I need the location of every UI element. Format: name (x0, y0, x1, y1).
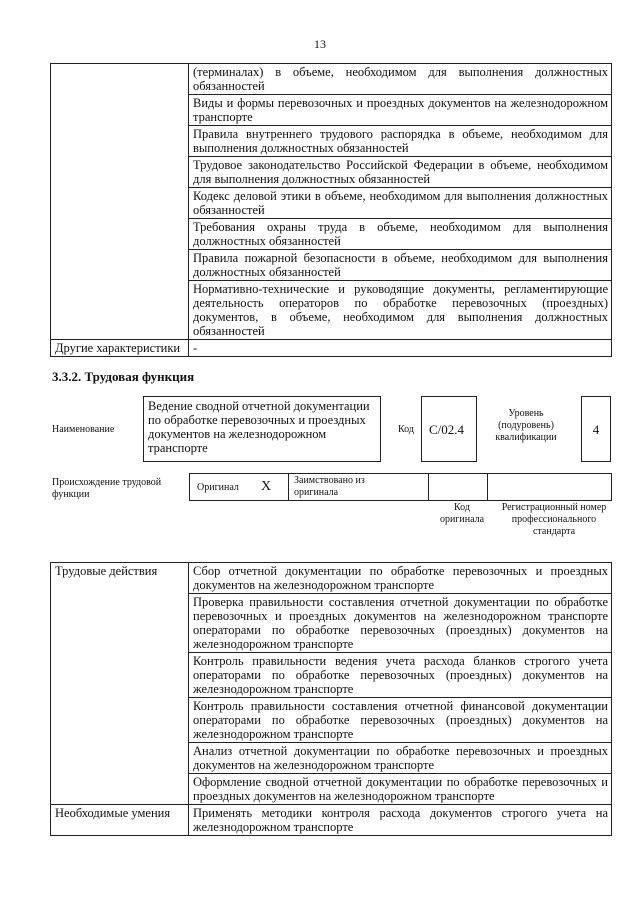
labor-action: Анализ отчетной документации по обработке перевозочных и проездных документов на железнодорожном транспорте (189, 743, 612, 774)
knowledge-item: Трудовое законодательство Российской Федерации в объеме, необходимом для выполнения должностных обязанностей (189, 157, 612, 188)
function-name-label: Наименование (52, 424, 115, 435)
function-name-value: Ведение сводной отчетной документации по обработке перевозочных и проездных документов на железнодорожном транспорте (143, 396, 381, 462)
required-skill: Применять методики контроля расхода документов строгого учета на железнодорожном транспорте (189, 805, 612, 836)
table-row (51, 340, 612, 357)
labor-action: Оформление сводной отчетной документации по обработке перевозочных и проездных документов на железнодорожном транспорте (189, 774, 612, 805)
other-characteristics-label: Другие характеристики (51, 340, 189, 357)
knowledge-item: Нормативно-технические и руководящие документы, регламентирующие деятельность операторов по обработке перевозочных (проездных) документов, в объеме, необходимом для выполнения должностных обязанностей (189, 281, 612, 340)
origin-label: Происхождение трудовой функции (52, 477, 162, 500)
code-original-cell (428, 473, 488, 501)
reg-number-cell (487, 473, 612, 501)
labor-actions-label: Трудовые действия (51, 563, 189, 805)
knowledge-item: Кодекс деловой этики в объеме, необходимом для выполнения должностных обязанностей (189, 188, 612, 219)
borrowed-label: Заимствовано из оригинала (294, 475, 365, 498)
knowledge-item: Правила внутреннего трудового распорядка в объеме, необходимом для выполнения должностных обязанностей (189, 126, 612, 157)
knowledge-item: (терминалах) в объеме, необходимом для выполнения должностных обязанностей (189, 64, 612, 95)
table-row (51, 563, 612, 594)
code-value: C/02.4 (421, 396, 477, 462)
other-characteristics-value: - (189, 340, 612, 357)
table-row (51, 805, 612, 836)
knowledge-item: Требования охраны труда в объеме, необходимом для выполнения должностных обязанностей (189, 219, 612, 250)
labor-action: Проверка правильности составления отчетной документации по обработке перевозочных и проездных документов на железнодорожном транспорте операторами по обработке перевозочных (проездных) документов на железнодорожном транспорте (189, 594, 612, 653)
knowledge-item: Правила пожарной безопасности в объеме, необходимом для выполнения должностных обязанностей (189, 250, 612, 281)
actions-table (50, 562, 612, 836)
knowledge-table (50, 63, 612, 357)
level-value: 4 (581, 396, 611, 462)
required-skills-label: Необходимые умения (51, 805, 189, 836)
code-original-caption: Код оригинала (439, 502, 485, 525)
code-label: Код (398, 424, 414, 435)
page-number: 13 (314, 37, 326, 51)
original-label: Оригинал (197, 482, 239, 493)
table-row (51, 64, 612, 95)
original-mark: X (261, 479, 272, 494)
original-cell (189, 473, 289, 501)
table-cell-empty (51, 64, 189, 340)
level-label: Уровень (подуровень) квалификации (495, 408, 557, 443)
labor-action: Контроль правильности ведения учета расхода бланков строгого учета операторами по обработке перевозочных (проездных) документов на железнодорожном транспорте (189, 653, 612, 698)
labor-action: Сбор отчетной документации по обработке перевозочных и проездных документов на железнодорожном транспорте (189, 563, 612, 594)
section-heading: 3.3.2. Трудовая функция (52, 369, 195, 384)
origin-row (189, 473, 612, 501)
knowledge-item: Виды и формы перевозочных и проездных документов на железнодорожном транспорте (189, 95, 612, 126)
reg-number-caption: Регистрационный номер профессионального стандарта (501, 502, 607, 537)
borrowed-cell (288, 473, 429, 501)
labor-action: Контроль правильности составления отчетной финансовой документации операторами по обработке перевозочных (проездных) документов на железнодорожном транспорте (189, 698, 612, 743)
